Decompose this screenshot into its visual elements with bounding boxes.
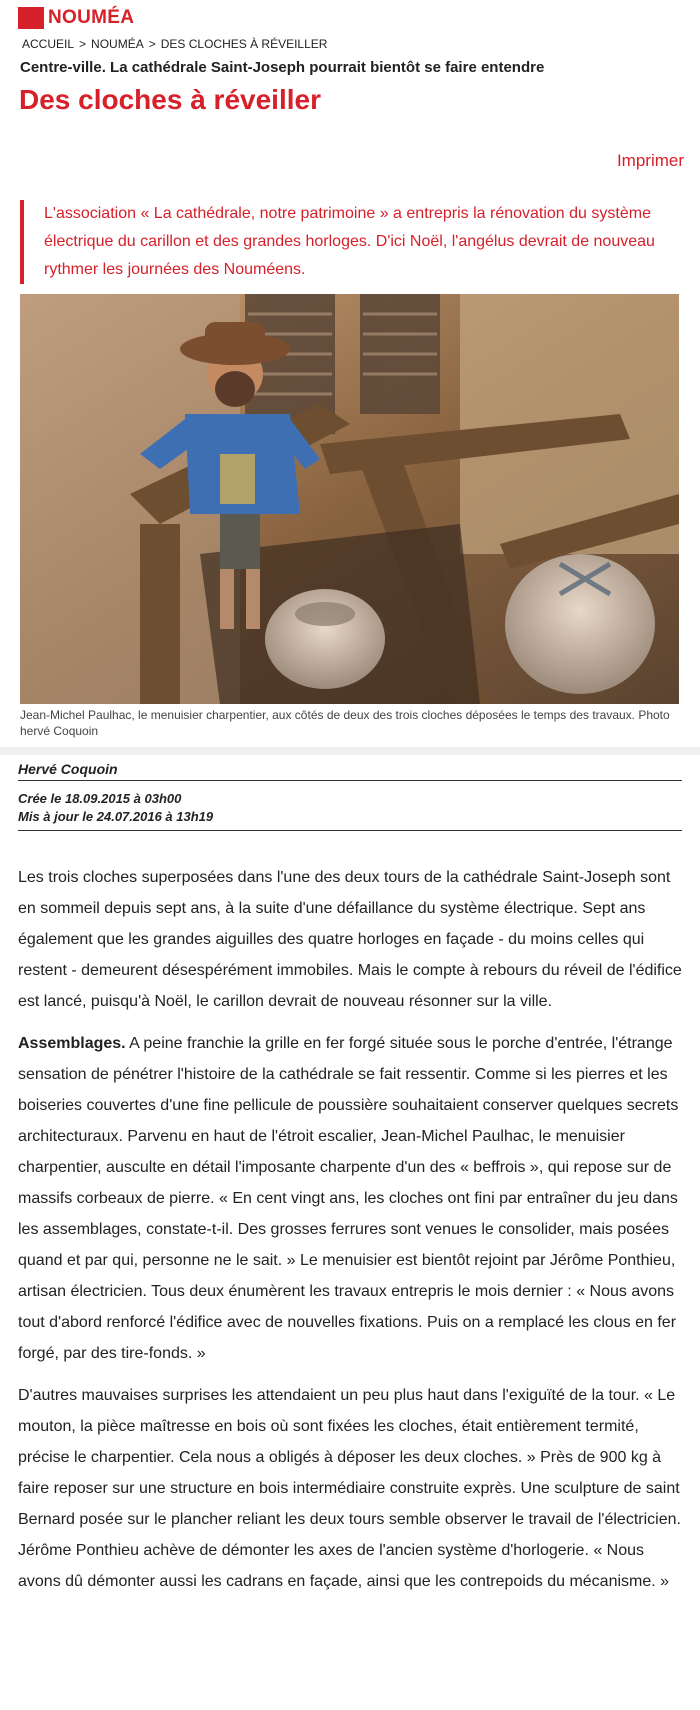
created-date: Crée le 18.09.2015 à 03h00: [18, 791, 182, 806]
section-title[interactable]: NOUMÉA: [48, 7, 135, 28]
breadcrumb-current: DES CLOCHES À RÉVEILLER: [160, 37, 328, 51]
article-kicker: Centre-ville. La cathédrale Saint-Joseph pourrait bientôt se faire entendre: [20, 59, 545, 76]
breadcrumb-home[interactable]: ACCUEIL: [22, 37, 75, 51]
article-photo: [20, 294, 679, 704]
bell-tower-photo: [20, 294, 679, 704]
article-paragraph: [18, 1028, 682, 1369]
section-marker: [18, 7, 44, 29]
article-paragraph: D'autres mauvaises surprises les attendaient un peu plus haut dans l'exiguïté de la tour. « Le mouton, la pièce maîtresse en bois où sont fixées les cloches, était entièrement termité, précise le charpentier. Cela nous a obligés à déposer les deux cloches. » Près de 900 kg à faire reposer sur une structure en bois intermédiaire construite exprès. Une sculpture de saint Bernard posée sur le plancher reliant les deux tours semble observer le travail de l'électricien. Jérôme Ponthieu achève de démonter les axes de l'ancien système d'horlogerie. « Nous avons dû démonter aussi les cadrans en façade, ainsi que les contrepoids du mécanisme. »: [18, 1387, 681, 1590]
breadcrumb: [22, 37, 327, 51]
author-name: Hervé Coquoin: [18, 761, 682, 781]
article-body: [18, 862, 682, 1608]
paragraph-lead: Assemblages.: [18, 1035, 126, 1052]
breadcrumb-section[interactable]: NOUMÉA: [91, 37, 144, 51]
article-chapo: L'association « La cathédrale, notre patrimoine » a entrepris la rénovation du système électrique du carillon et des grandes horloges. D'ici Noël, l'angélus devrait de nouveau rythmer les journées des Nouméens.: [20, 200, 680, 284]
article-title: Des cloches à réveiller: [19, 84, 321, 115]
breadcrumb-separator: >: [79, 37, 87, 51]
updated-date: Mis à jour le 24.07.2016 à 13h19: [18, 809, 214, 824]
paragraph-text: A peine franchie la grille en fer forgé située sous le porche d'entrée, l'étrange sensation de pénétrer l'histoire de la cathédrale se fait ressentir. Comme si les pierres et les boiseries couvertes d'une fine pellicule de poussière souhaitaient conserver quelques secrets architecturaux. Parvenu en haut de l'étroit escalier, Jean-Michel Paulhac, le menuisier charpentier, ausculte en détail l'imposante charpente d'un des « beffrois », qui repose sur de massifs corbeaux de pierre. « En cent vingt ans, les cloches ont fini par entraîner du jeu dans les assemblages, constate-t-il. Des grosses ferrures sont venues le consolider, mais posées quand et par qui, personne ne le sait. » Le menuisier est bientôt rejoint par Jérôme Ponthieu, artisan électricien. Tous deux énumèrent les travaux entrepris le mois dernier : « Nous avons tout d'abord renforcé l'édifice avec de nouvelles fixations. Puis on a remplacé les clous en fer forgé, par des tire-fonds. »: [18, 1035, 679, 1362]
section-header: [18, 7, 134, 29]
article-dates: [18, 790, 682, 831]
photo-caption: Jean-Michel Paulhac, le menuisier charpentier, aux côtés de deux des trois cloches déposées le temps des travaux. Photo hervé Coquoin: [20, 708, 670, 738]
breadcrumb-separator: >: [148, 37, 156, 51]
article-paragraph: Les trois cloches superposées dans l'une des deux tours de la cathédrale Saint-Joseph sont en sommeil depuis sept ans, à la suite d'une défaillance du système électrique. Sept ans également que les grandes aiguilles des quatre horloges en façade - du moins celles qui restent - demeurent désespérément immobiles. Mais le compte à rebours du réveil de l'édifice est lancé, puisqu'à Noël, le carillon devrait de nouveau résonner sur la ville.: [18, 869, 682, 1010]
divider: [0, 747, 700, 755]
print-link[interactable]: Imprimer: [616, 151, 684, 170]
